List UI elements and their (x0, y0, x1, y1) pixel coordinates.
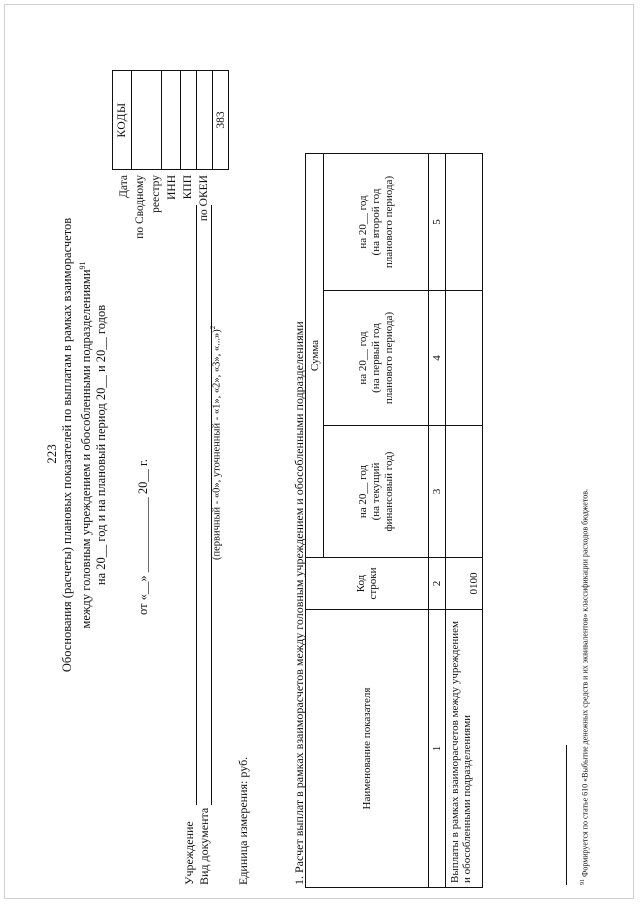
codes-label-inn: ИНН (166, 175, 178, 200)
document-type-note-marker: 2 (209, 325, 217, 330)
header-year-second-line-2: (на второй год (369, 188, 382, 256)
header-year-current-line-2: (на текущий (369, 462, 382, 521)
date-line: от «__» ____________ 20__ г. (136, 459, 150, 615)
header-year-second (324, 154, 429, 291)
column-number-2: 2 (429, 558, 446, 610)
column-number-3: 3 (429, 426, 446, 558)
row-name: Выплаты в рамках взаиморасчетов между учреждением и обособленными подразделениями (446, 610, 483, 888)
footnote-text: Формируется по статье 610 «Выбытие денежных средств и их эквивалентов» классификации расходов бюджетов. (580, 488, 590, 877)
column-number-1: 1 (429, 610, 446, 888)
section-title: 1. Расчет выплат в рамках взаиморасчетов между головным учреждением и обособленными подразделениями (292, 321, 306, 885)
header-year-current-line-1: на 20__ год (356, 464, 369, 519)
column-number-4: 4 (429, 291, 446, 426)
row-value-year-current[interactable] (446, 426, 483, 558)
codes-label-date: Дата (118, 175, 130, 198)
row-code: 0100 (446, 558, 483, 610)
code-okei-cell: 383 (213, 71, 229, 170)
institution-label: Учреждение (182, 821, 196, 885)
header-year-first-line-2: (на первый год (369, 323, 382, 393)
code-inn-cell[interactable] (181, 71, 197, 170)
codes-label-registry-1: по Сводному (134, 175, 146, 239)
codes-label-kpp: КПП (182, 175, 194, 200)
unit-of-measure: Единица измерения: руб. (236, 756, 250, 885)
document-type-label: Вид документа (197, 807, 211, 885)
code-date-cell[interactable] (132, 71, 162, 170)
institution-field[interactable] (196, 205, 197, 805)
title-footnote-marker: 91 (78, 261, 87, 270)
row-value-year-second[interactable] (446, 154, 483, 291)
footnote-divider (566, 745, 567, 885)
document-type-note-text: (первичный - «0», уточненный - «1», «2», «3», «...») (211, 329, 223, 560)
document-title (60, 165, 109, 725)
title-line-2-text: между головным учреждением и обособленными подразделениями (79, 269, 94, 629)
header-year-current-line-3: финансовый год) (382, 451, 395, 532)
table-row (446, 154, 483, 888)
header-sum: Сумма (306, 154, 324, 558)
code-kpp-cell[interactable] (197, 71, 213, 170)
codes-labels (116, 175, 212, 245)
codes-header: КОДЫ (113, 71, 132, 170)
footnote (580, 489, 590, 885)
header-year-first (324, 291, 429, 426)
title-line-1: Обоснования (расчеты) плановых показателей по выплатам в рамках взаиморасчетов (60, 217, 74, 673)
footnote-marker: 91 (580, 879, 586, 885)
title-line-2 (75, 165, 94, 725)
row-value-year-first[interactable] (446, 291, 483, 426)
page-number: 223 (44, 444, 59, 464)
header-year-second-line-3: планового периода) (382, 175, 395, 269)
column-number-5: 5 (429, 154, 446, 291)
codes-table (112, 70, 229, 170)
document-type-note (209, 326, 223, 560)
header-year-first-line-1: на 20__ год (356, 331, 369, 385)
header-year-second-line-1: на 20__ год (356, 195, 369, 249)
header-name: Наименование показателя (306, 610, 429, 888)
column-numbers-row (429, 154, 446, 888)
header-year-first-line-3: планового периода) (382, 311, 395, 405)
payments-table (305, 153, 483, 888)
codes-label-registry-2: реестру (150, 175, 162, 213)
header-year-current (324, 426, 429, 558)
codes-label-okei: по ОКЕИ (198, 175, 210, 222)
code-registry-cell[interactable] (162, 71, 181, 170)
header-code: Код строки (306, 558, 429, 610)
title-line-3: на 20__ год и на плановый период 20__ и 20__ годов (94, 304, 109, 586)
